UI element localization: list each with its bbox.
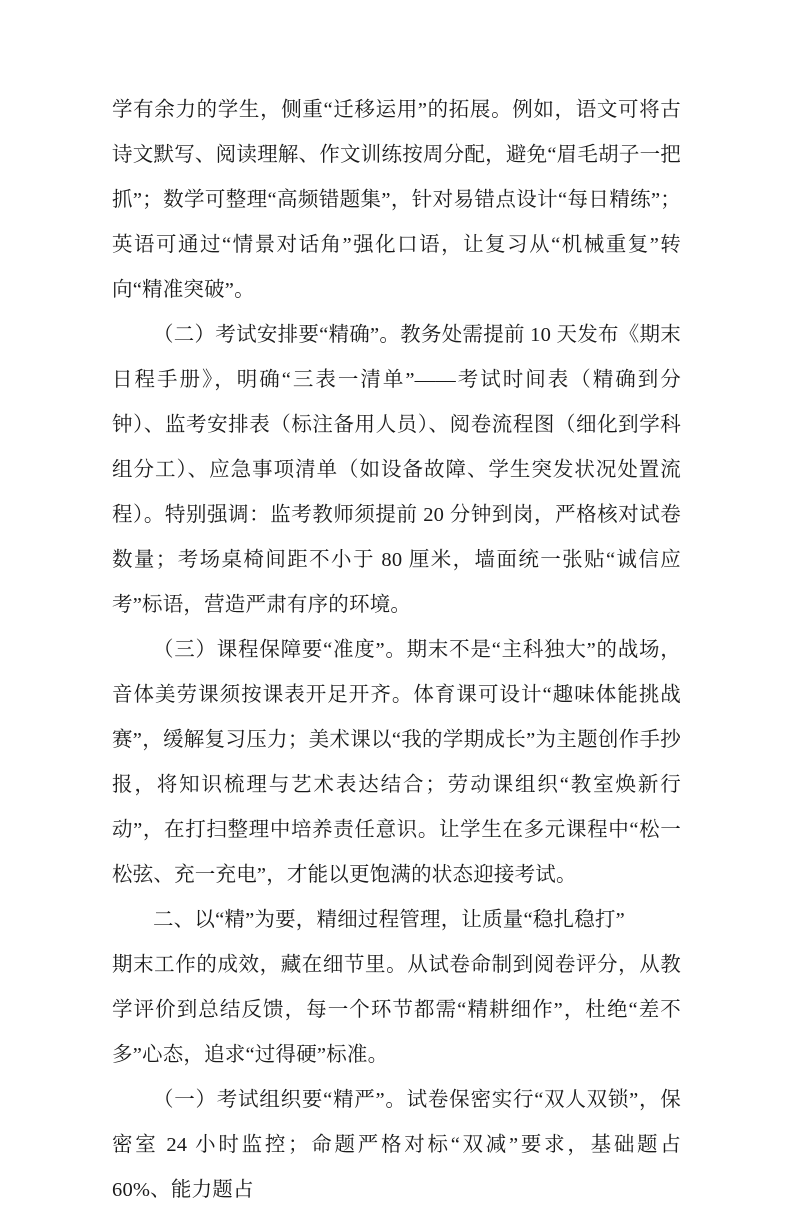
paragraph: （三）课程保障要“准度”。期末不是“主科独大”的战场，音体美劳课须按课表开足开齐。体育课可设计“趣味体能挑战赛”，缓解复习压力；美术课以“我的学期成长”为主题创作手抄报，将知识梳理与艺术表达结合；劳动课组织“教室焕新行动”，在打扫整理中培养责任意识。让学生在多元课程中“松一松弦、充一充电”，才能以更饱满的状态迎接考试。	[112, 639, 681, 886]
document-body	[112, 88, 681, 1213]
paragraph: （一）考试组织要“精严”。试卷保密实行“双人双锁”，保密室 24 小时监控；命题严格对标“双减”要求，基础题占 60%、能力题占	[112, 1089, 681, 1201]
paragraph-heading: 二、以“精”为要，精细过程管理，让质量“稳扎稳打”	[153, 909, 625, 931]
paragraph: 期末工作的成效，藏在细节里。从试卷命制到阅卷评分，从教学评价到总结反馈，每一个环节都需“精耕细作”，杜绝“差不多”心态，追求“过得硬”标准。	[112, 954, 681, 1066]
paragraph: （二）考试安排要“精确”。教务处需提前 10 天发布《期末日程手册》，明确“三表一清单”——考试时间表（精确到分钟）、监考安排表（标注备用人员）、阅卷流程图（细化到学科组分工）、应急事项清单（如设备故障、学生突发状况处置流程）。特别强调：监考教师须提前 20 分钟到岗，严格核对试卷数量；考场桌椅间距不小于 80 厘米，墙面统一张贴“诚信应考”标语，营造严肃有序的环境。	[112, 324, 681, 616]
paragraph: 学有余力的学生，侧重“迁移运用”的拓展。例如，语文可将古诗文默写、阅读理解、作文训练按周分配，避免“眉毛胡子一把抓”；数学可整理“高频错题集”，针对易错点设计“每日精练”；英语可通过“情景对话角”强化口语，让复习从“机械重复”转向“精准突破”。	[112, 99, 681, 301]
